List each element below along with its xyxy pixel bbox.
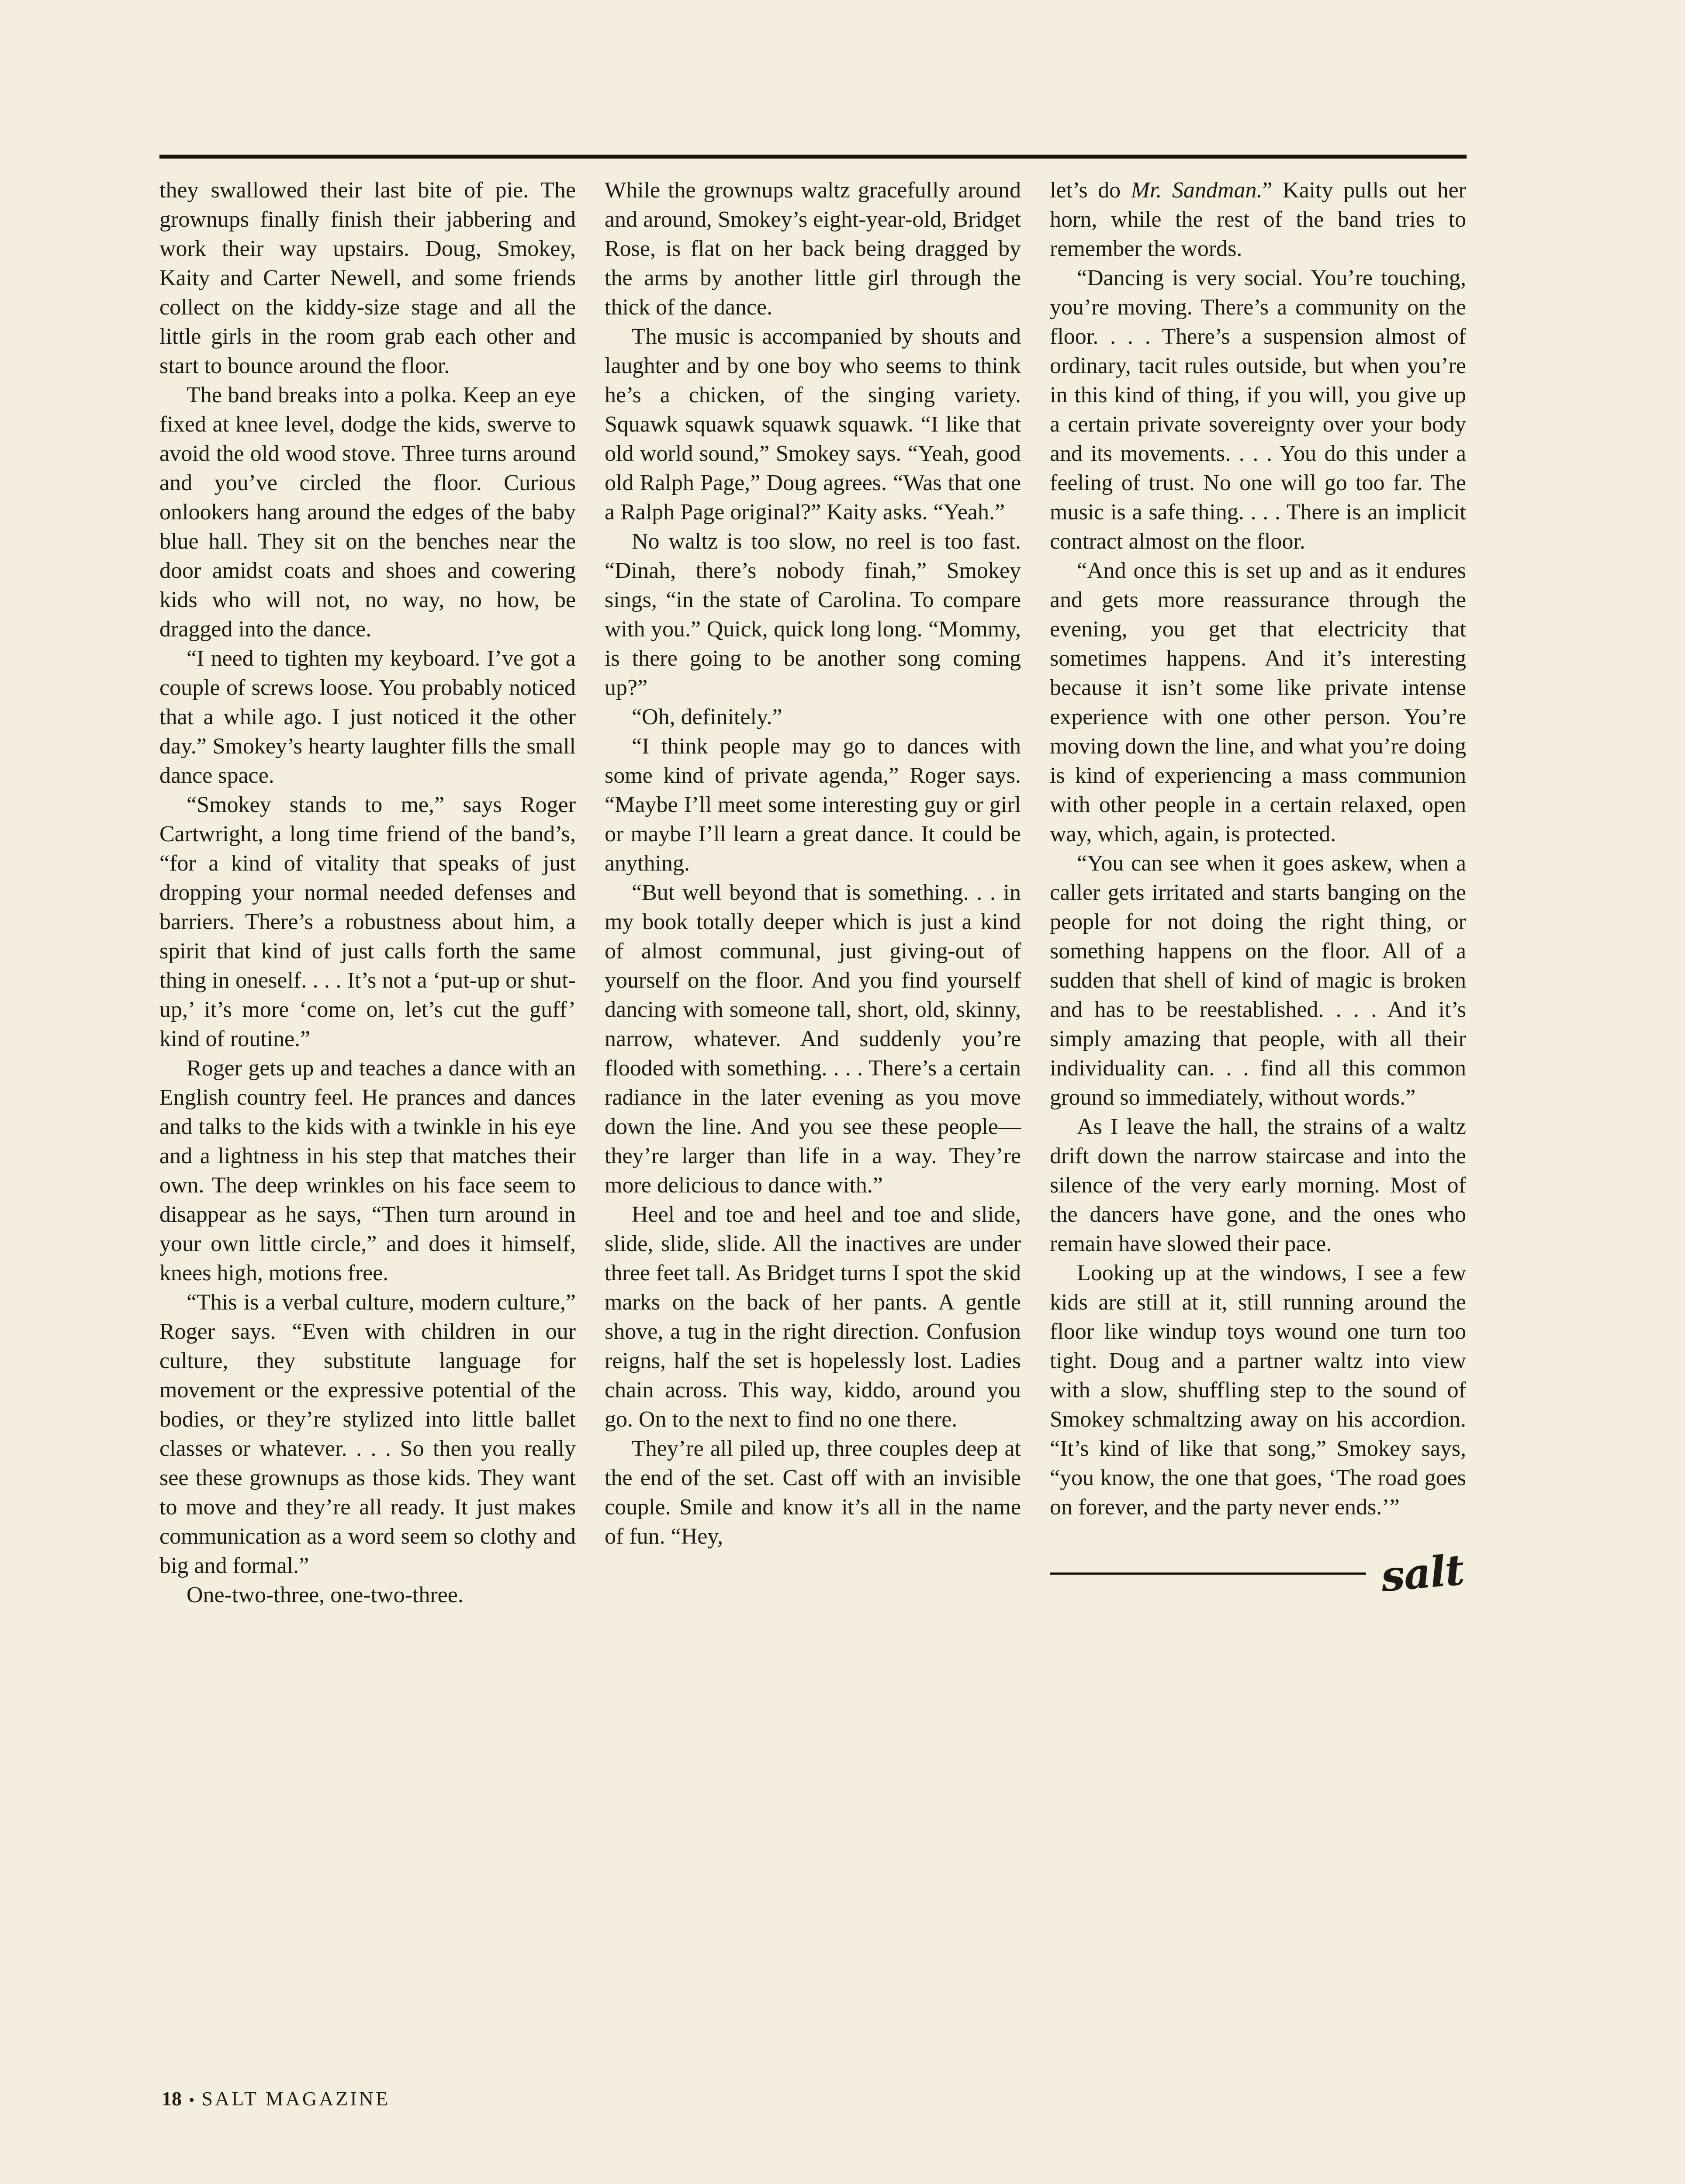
article-paragraph: “This is a verbal culture, modern culture,” Roger says. “Even with children in our culture, they substitute language for movement or the expressive potential of the bodies, or they’re stylized into little ballet classes or whatever. . . . So then you really see these grownups as those kids. They want to move and they’re all ready. It just makes communication as a word seem so clothy and big and formal.”	[159, 1290, 576, 1578]
article-paragraph: “I need to tighten my keyboard. I’ve got a couple of screws loose. You probably noticed that a while ago. I just noticed it the other day.” Smokey’s hearty laughter fills the small dance space.	[159, 646, 576, 788]
article-columns	[159, 176, 1467, 1610]
author-signature: salt	[1379, 1545, 1466, 1602]
column-2	[605, 176, 1021, 1610]
footer-separator: •	[189, 2091, 195, 2109]
article-paragraph-lead	[1050, 176, 1466, 263]
song-title-italic: Mr. Sandman.	[1131, 178, 1263, 203]
article-paragraph: One-two-three, one-two-three.	[187, 1583, 464, 1607]
article-paragraph: “Oh, definitely.”	[632, 705, 782, 729]
article-paragraph: While the grownups waltz gracefully around and around, Smokey’s eight-year-old, Bridget Rose, is flat on her back being dragged by the arms by another little girl through the thick of the dance.	[605, 178, 1021, 320]
article-paragraph: Roger gets up and teaches a dance with an English country feel. He prances and dances and talks to the kids with a twinkle in his eye and a lightness in his step that matches their own. The deep wrinkles on his face seem to disappear as he says, “Then turn around in your own little circle,” and does it himself, knees high, motions free.	[159, 1056, 576, 1286]
lead-text-after: ” Kaity pulls out her horn, while the rest of the band tries to remember the words.	[1050, 178, 1466, 261]
article-paragraph: “But well beyond that is something. . . in my book totally deeper which is just a kind of almost communal, just giving-out of yourself on the floor. And you find yourself dancing with someone tall, short, old, skinny, narrow, whatever. And suddenly you’re flooded with something. . . . There’s a certain radiance in the later evening as you move down the line. And you see these people—they’re larger than life in a way. They’re more delicious to dance with.”	[605, 880, 1021, 1198]
article-paragraph: The band breaks into a polka. Keep an eye fixed at knee level, dodge the kids, swerve to avoid the old wood stove. Three turns around and you’ve circled the floor. Curious onlookers hang around the edges of the baby blue hall. They sit on the benches near the door amidst coats and shoes and cowering kids who will not, no way, no how, be dragged into the dance.	[159, 383, 576, 642]
article-paragraph: “Dancing is very social. You’re touching, you’re moving. There’s a community on the floor. . . . There’s a suspension almost of ordinary, tacit rules outside, but when you’re in this kind of thing, if you will, you give up a certain private sovereignty over your body and its movements. . . . You do this under a feeling of trust. No one will go too far. The music is a safe thing. . . . There is an implicit contract almost on the floor.	[1050, 266, 1466, 554]
article-paragraph: The music is accompanied by shouts and laughter and by one boy who seems to think he’s a chicken, of the singing variety. Squawk squawk squawk squawk. “I like that old world sound,” Smokey says. “Yeah, good old Ralph Page,” Doug agrees. “Was that one a Ralph Page original?” Kaity asks. “Yeah.”	[605, 324, 1021, 525]
column-3	[1050, 176, 1466, 1610]
signature-rule	[1050, 1572, 1366, 1575]
article-paragraph: “I think people may go to dances with some kind of private agenda,” Roger says. “Maybe I’ll meet some interesting guy or girl or maybe I’ll learn a great dance. It could be anything.	[605, 734, 1021, 876]
article-paragraph: Heel and toe and heel and toe and slide, slide, slide, slide. All the inactives are under three feet tall. As Bridget turns I spot the skid marks on the back of her pants. A gentle shove, a tug in the right direction. Confusion reigns, half the set is hopelessly lost. Ladies chain across. This way, kiddo, around you go. On to the next to find no one there.	[605, 1202, 1021, 1432]
article-paragraph: Looking up at the windows, I see a few kids are still at it, still running around the floor like windup toys wound one turn too tight. Doug and a partner waltz into view with a slow, shuffling step to the sound of Smokey schmaltzing away on his accordion. “It’s kind of like that song,” Smokey says, “you know, the one that goes, ‘The road goes on forever, and the party never ends.’”	[1050, 1261, 1466, 1520]
article-paragraph: “You can see when it goes askew, when a caller gets irritated and starts banging on the people for not doing the right thing, or something happens on the floor. All of a sudden that shell of kind of magic is broken and has to be reestablished. . . . And it’s simply amazing that people, with all their individuality can. . . find all this common ground so immediately, without words.”	[1050, 851, 1466, 1110]
signature-row	[1050, 1545, 1466, 1602]
article-paragraph: “And once this is set up and as it endures and gets more reassurance through the evening, you get that electricity that sometimes happens. And it’s interesting because it isn’t some like private intense experience with one other person. You’re moving down the line, and what you’re doing is kind of experiencing a mass communion with other people in a certain relaxed, open way, which, again, is protected.	[1050, 558, 1466, 847]
magazine-name: SALT MAGAZINE	[201, 2087, 391, 2110]
article-paragraph: they swallowed their last bite of pie. The grownups finally finish their jabbering and work their way upstairs. Doug, Smokey, Kaity and Carter Newell, and some friends collect on the kiddy-size stage and all the little girls in the room grab each other and start to bounce around the floor.	[159, 178, 576, 378]
article-paragraph: As I leave the hall, the strains of a waltz drift down the narrow staircase and into the silence of the very early morning. Most of the dancers have gone, and the ones who remain have slowed their pace.	[1050, 1114, 1466, 1256]
page-footer	[162, 2087, 390, 2110]
lead-text-before: let’s do	[1050, 178, 1131, 203]
article-paragraph: “Smokey stands to me,” says Roger Cartwright, a long time friend of the band’s, “for a kind of vitality that speaks of just dropping your normal needed defenses and barriers. There’s a robustness about him, a spirit that kind of just calls forth the same thing in oneself. . . . It’s not a ‘put-up or shut-up,’ it’s more ‘come on, let’s cut the guff’ kind of routine.”	[159, 792, 576, 1051]
page-number: 18	[162, 2087, 182, 2110]
column-1	[159, 176, 576, 1610]
top-rule	[159, 155, 1467, 159]
article-paragraph: No waltz is too slow, no reel is too fast. “Dinah, there’s nobody finah,” Smokey sings, “in the state of Carolina. To compare with you.” Quick, quick long long. “Mommy, is there going to be another song coming up?”	[605, 529, 1021, 700]
article-paragraph: They’re all piled up, three couples deep at the end of the set. Cast off with an invisible couple. Smile and know it’s all in the name of fun. “Hey,	[605, 1436, 1021, 1549]
